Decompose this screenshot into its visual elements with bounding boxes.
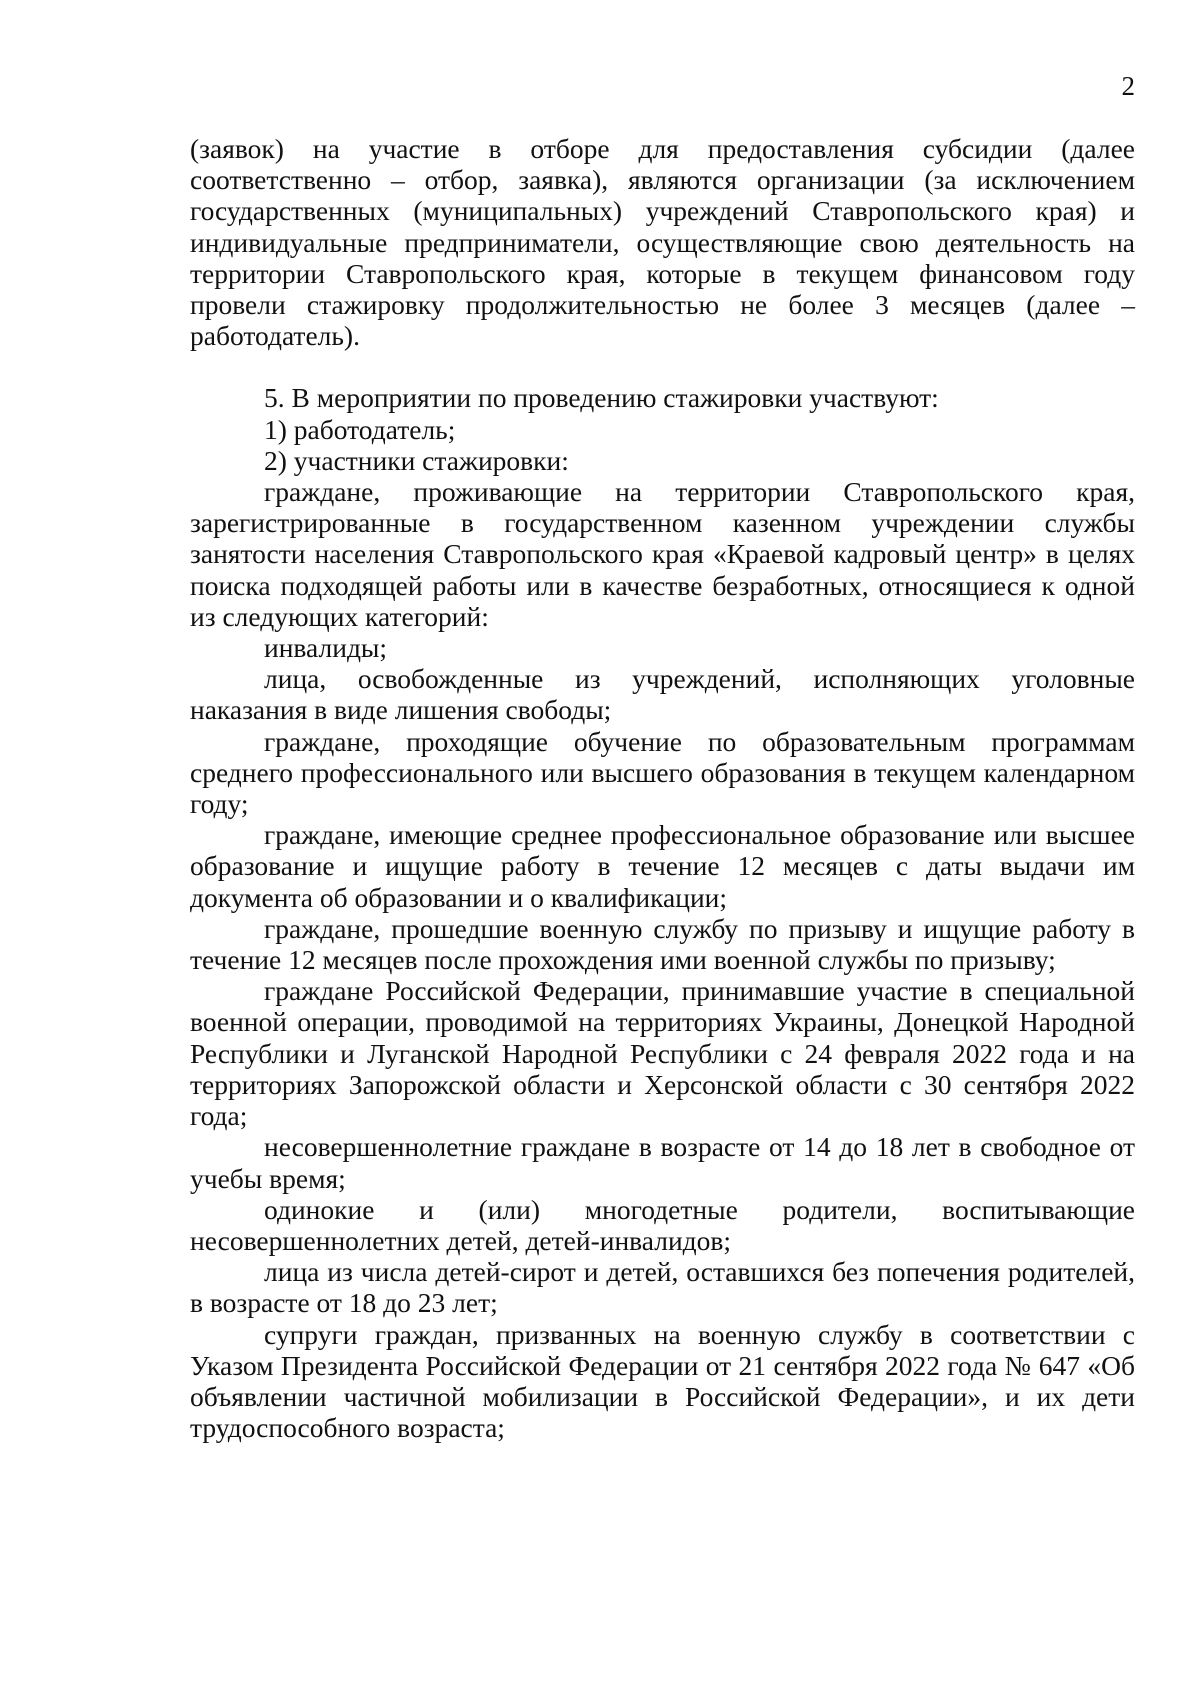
paragraph-category-spouses: супруги граждан, призванных на военную службу в соответствии с Указом Президента Российской Федерации от 21 сентября 2022 года № 647 «Об объявлении частичной мобилизации в Российской Федерации», и их дети трудоспособного возраста;: [190, 1318, 1135, 1444]
paragraph-category-conscripts: граждане, прошедшие военную службу по призыву и ищущие работу в течение 12 месяцев после прохождения ими военной службы по призыву;: [190, 912, 1135, 976]
paragraph-category-disabled: инвалиды;: [264, 632, 388, 664]
paragraph-category-students: граждане, проходящие обучение по образовательным программам среднего профессионального или высшего образования в текущем календарном году;: [190, 725, 1135, 820]
paragraph-category-parents: одинокие и (или) многодетные родители, воспитывающие несовершеннолетних детей, детей-инвалидов;: [190, 1193, 1135, 1256]
paragraph-category-released: лица, освобожденные из учреждений, исполняющих уголовные наказания в виде лишения свободы;: [190, 663, 1135, 726]
paragraph-category-graduates: граждане, имеющие среднее профессиональное образование или высшее образование и ищущие работу в течение 12 месяцев с даты выдачи им документа об образовании и о квалификации;: [190, 819, 1135, 913]
paragraph-category-svo-participants: граждане Российской Федерации, принимавшие участие в специальной военной операции, проводимой на территориях Украины, Донецкой Народной Республики и Луганской Народной Республики с 24 февраля 2022 года и на территориях Запорожской области и Херсонской области с 30 сентября 2022 года;: [190, 975, 1135, 1132]
page-number: 2: [1121, 71, 1135, 101]
paragraph-continuation: (заявок) на участие в отборе для предоставления субсидии (далее соответственно – отбор, заявка), являются организации (за исключением государственных (муниципальных) учреждений Ставропольского края) и индивидуальные предприниматели, осуществляющие свою деятельность на территории Ставропольского края, которые в текущем финансовом году провели стажировку продолжительностью не более 3 месяцев (далее – работодатель).: [190, 133, 1135, 352]
paragraph-item-5: 5. В мероприятии по проведению стажировки участвуют:: [264, 382, 939, 414]
document-body: [190, 133, 1135, 1443]
paragraph-subitem-2: 2) участники стажировки:: [264, 444, 569, 476]
paragraph-subitem-1: 1) работодатель;: [264, 413, 456, 445]
paragraph-category-orphans: лица из числа детей-сирот и детей, оставшихся без попечения родителей, в возрасте от 18 до 23 лет;: [190, 1256, 1135, 1319]
paragraph-category-minors: несовершеннолетние граждане в возрасте от 14 до 18 лет в свободное от учебы время;: [190, 1131, 1135, 1194]
paragraph-citizens-intro: граждане, проживающие на территории Ставропольского края, зарегистрированные в государственном казенном учреждении службы занятости населения Ставропольского края «Краевой кадровый центр» в целях поиска подходящей работы или в качестве безработных, относящиеся к одной из следующих категорий:: [190, 476, 1135, 632]
